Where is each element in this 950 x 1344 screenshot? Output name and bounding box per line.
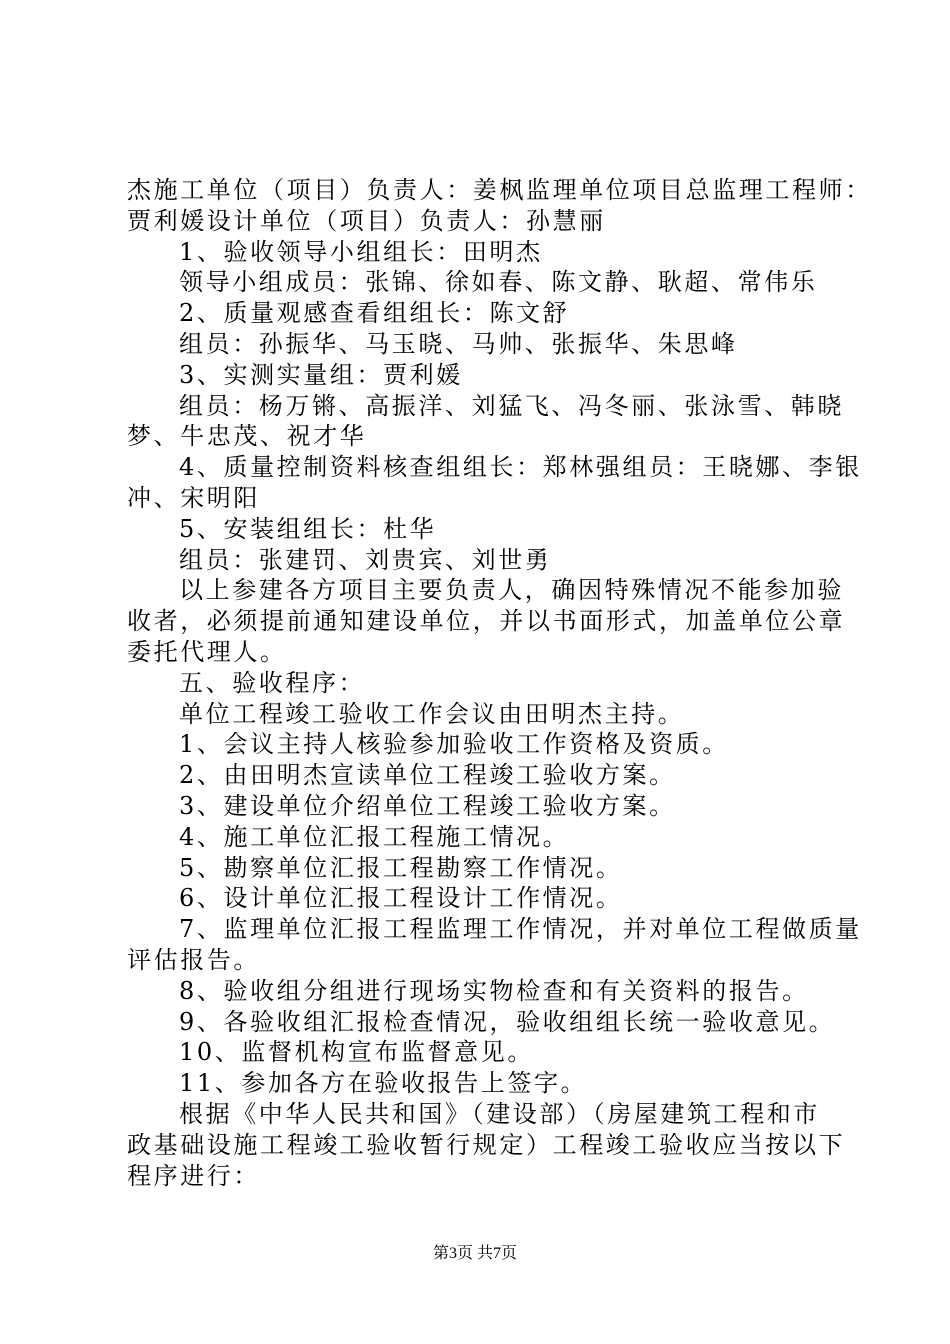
text-line: 3、建设单位介绍单位工程竣工验收方案。 bbox=[179, 791, 676, 820]
text-line: 根据《中华人民共和国》（建设部）（房屋建筑工程和市 bbox=[179, 1099, 820, 1128]
text-line: 4、质量控制资料核查组组长：郑林强组员：王晓娜、李银 bbox=[179, 453, 862, 482]
text-line: 4、施工单位汇报工程施工情况。 bbox=[179, 822, 570, 851]
text-line: 11、参加各方在验收报告上签字。 bbox=[179, 1069, 588, 1098]
text-line: 杰施工单位（项目）负责人：姜枫监理单位项目总监理工程师： bbox=[127, 176, 872, 204]
text-line: 2、由田明杰宣读单位工程竣工验收方案。 bbox=[179, 761, 676, 790]
text-line: 委托代理人。 bbox=[127, 637, 287, 666]
text-line: 1、验收领导小组组长：田明杰 bbox=[179, 237, 543, 266]
page-number-indicator: 第3页 共7页 bbox=[432, 1245, 517, 1262]
text-line: 6、设计单位汇报工程设计工作情况。 bbox=[179, 884, 623, 913]
text-line: 组员：张建罚、刘贵宾、刘世勇 bbox=[179, 545, 552, 574]
text-line: 程序进行： bbox=[127, 1161, 260, 1190]
text-line: 梦、牛忠茂、祝才华 bbox=[127, 422, 367, 451]
document-body bbox=[127, 175, 872, 1191]
text-line: 组员：杨万锵、高振洋、刘猛飞、冯冬丽、张泳雪、韩晓 bbox=[179, 391, 844, 420]
text-line: 组员：孙振华、马玉晓、马帅、张振华、朱思峰 bbox=[179, 329, 738, 358]
text-line: 8、验收组分组进行现场实物检查和有关资料的报告。 bbox=[179, 976, 809, 1005]
text-line: 7、监理单位汇报工程监理工作情况，并对单位工程做质量 bbox=[179, 915, 862, 944]
section-heading: 五、验收程序： bbox=[179, 668, 366, 697]
text-line: 评估报告。 bbox=[127, 945, 260, 974]
text-line: 3、实测实量组：贾利媛 bbox=[179, 360, 463, 389]
text-line: 5、勘察单位汇报工程勘察工作情况。 bbox=[179, 853, 623, 882]
text-line: 5、安装组组长：杜华 bbox=[179, 514, 437, 543]
text-line: 政基础设施工程竣工验收暂行规定）工程竣工验收应当按以下 bbox=[127, 1130, 846, 1159]
text-line: 1、会议主持人核验参加验收工作资格及资质。 bbox=[179, 730, 729, 759]
text-line: 收者，必须提前通知建设单位，并以书面形式，加盖单位公章 bbox=[127, 607, 846, 636]
text-line: 以上参建各方项目主要负责人，确因特殊情况不能参加验 bbox=[179, 576, 844, 605]
text-line: 2、质量观感查看组组长：陈文舒 bbox=[179, 299, 570, 328]
text-line: 9、各验收组汇报检查情况，验收组组长统一验收意见。 bbox=[179, 1007, 836, 1036]
page-footer bbox=[0, 1244, 950, 1264]
text-line: 领导小组成员：张锦、徐如春、陈文静、耿超、常伟乐 bbox=[179, 268, 818, 297]
text-line: 冲、宋明阳 bbox=[127, 483, 260, 512]
text-line: 贾利媛设计单位（项目）负责人：孙慧丽 bbox=[127, 206, 606, 235]
text-line: 10、监督机构宣布监督意见。 bbox=[179, 1038, 534, 1067]
text-line: 单位工程竣工验收工作会议由田明杰主持。 bbox=[179, 699, 685, 728]
